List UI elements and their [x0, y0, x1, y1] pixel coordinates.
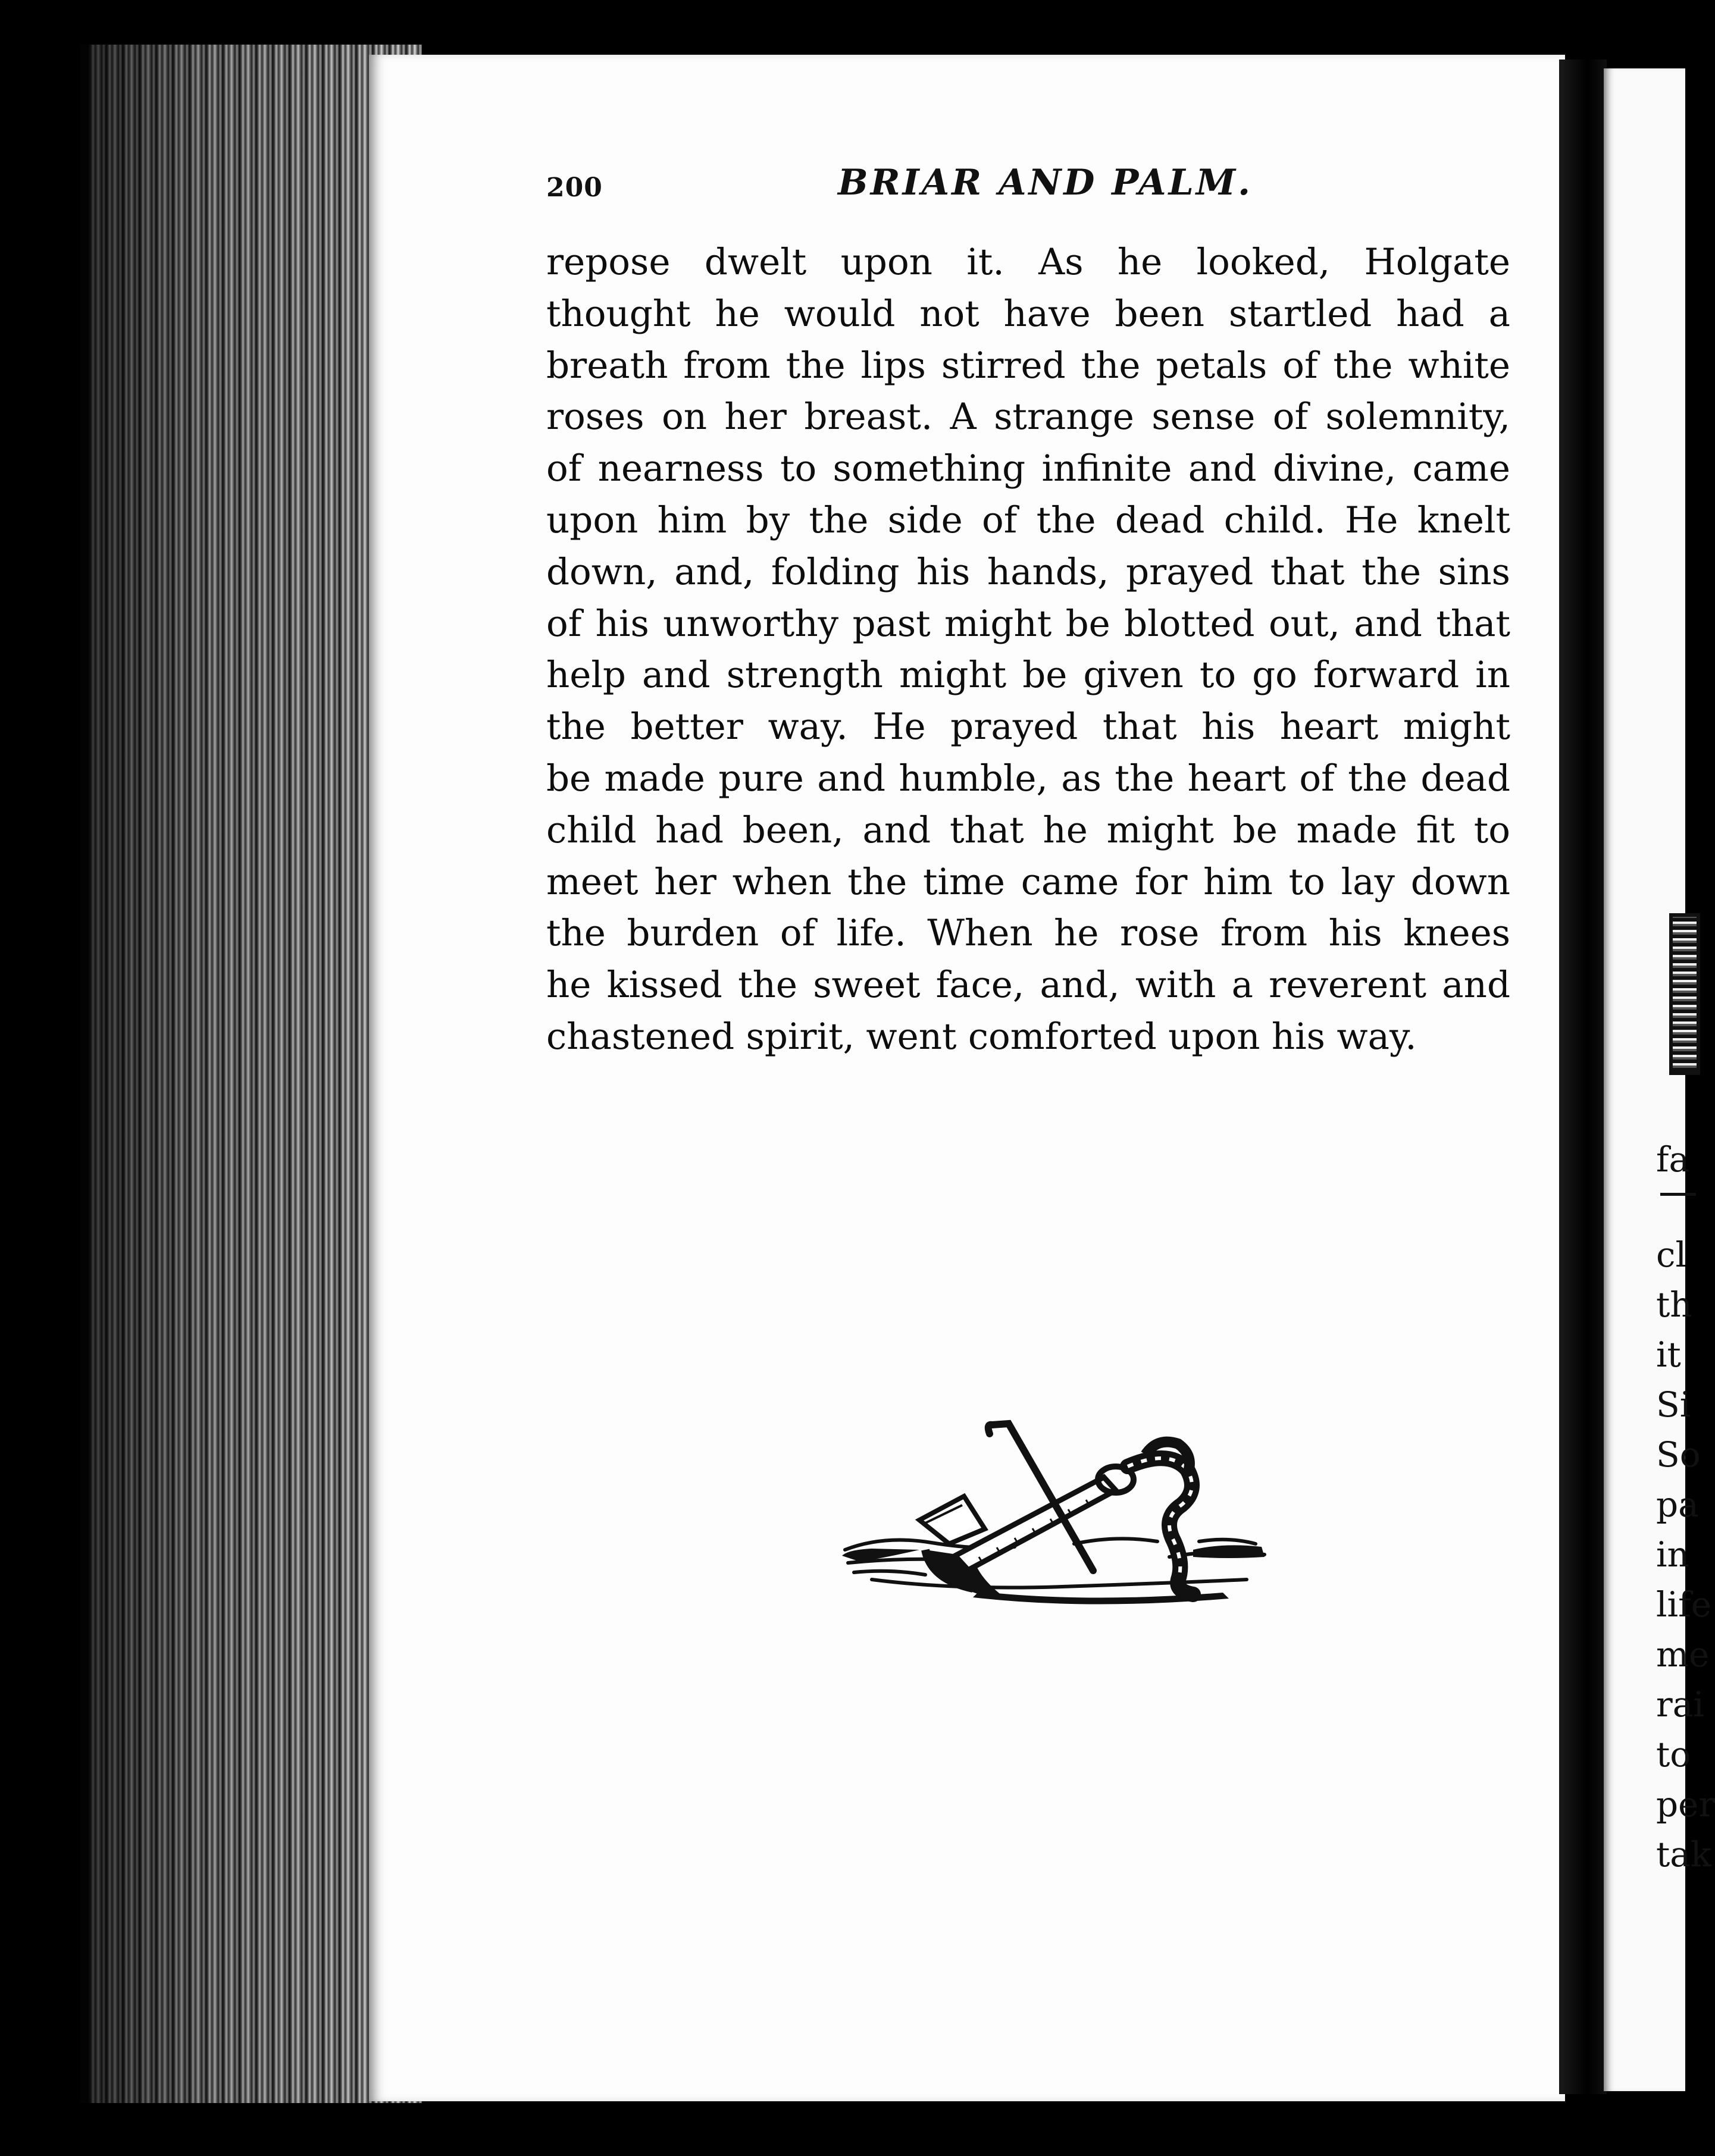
- facing-fragment: rai: [1656, 1684, 1704, 1725]
- text-line: repose dwelt upon it. As he looked, Holgate: [546, 241, 1510, 283]
- facing-fragment: fa: [1656, 1139, 1690, 1180]
- text-line-last: chastened spirit, went comforted upon his way.: [546, 1015, 1417, 1058]
- facing-fragment: in: [1656, 1534, 1689, 1575]
- facing-fragment: pa: [1656, 1484, 1699, 1525]
- text-line: the burden of life. When he rose from his knees: [546, 912, 1510, 955]
- text-line: of his unworthy past might be blotted out, and that: [546, 602, 1510, 645]
- facing-fragment: per: [1656, 1784, 1715, 1825]
- facing-fragment: cl: [1656, 1234, 1687, 1275]
- facing-fragment: life: [1656, 1584, 1711, 1625]
- text-line: the better way. He prayed that his heart might: [546, 706, 1510, 748]
- facing-fragment: th: [1656, 1284, 1692, 1325]
- facing-fragment: to: [1656, 1734, 1691, 1775]
- facing-fragment: it: [1656, 1334, 1681, 1375]
- facing-fragment: tak: [1656, 1834, 1712, 1875]
- page-number: 200: [546, 173, 603, 203]
- text-line: upon him by the side of the dead child. He knelt: [546, 499, 1510, 541]
- text-line: child had been, and that he might be made fit to: [546, 808, 1510, 851]
- text-line: roses on her breast. A strange sense of solemnity,: [546, 396, 1510, 438]
- text-line: thought he would not have been startled had a: [546, 292, 1510, 335]
- text-line: of nearness to something infinite and divine, came: [546, 447, 1510, 490]
- text-line: breath from the lips stirred the petals of the white: [546, 344, 1510, 387]
- text-line: meet her when the time came for him to lay down: [546, 860, 1510, 903]
- facing-page-ornament: [1669, 913, 1700, 1075]
- body-text: [546, 237, 1510, 1063]
- facing-fragment: So: [1656, 1434, 1701, 1475]
- book-gutter: [1559, 59, 1607, 2094]
- running-title: BRIAR AND PALM.: [838, 162, 1253, 203]
- text-line: be made pure and humble, as the heart of the dead: [546, 757, 1510, 800]
- page-block-shadow: [80, 45, 414, 2103]
- text-line: he kissed the sweet face, and, with a reverent and: [546, 964, 1510, 1007]
- text-line: help and strength might be given to go forward in: [546, 654, 1510, 697]
- facing-fragment: Si: [1656, 1384, 1691, 1425]
- facing-page: [1604, 68, 1715, 2091]
- facing-page-rule: [1660, 1193, 1696, 1196]
- running-head: [546, 162, 1510, 209]
- text-line: down, and, folding his hands, prayed that the sins: [546, 550, 1510, 593]
- anchor-ornament-icon: [836, 1401, 1276, 1645]
- facing-fragment: me: [1656, 1634, 1710, 1675]
